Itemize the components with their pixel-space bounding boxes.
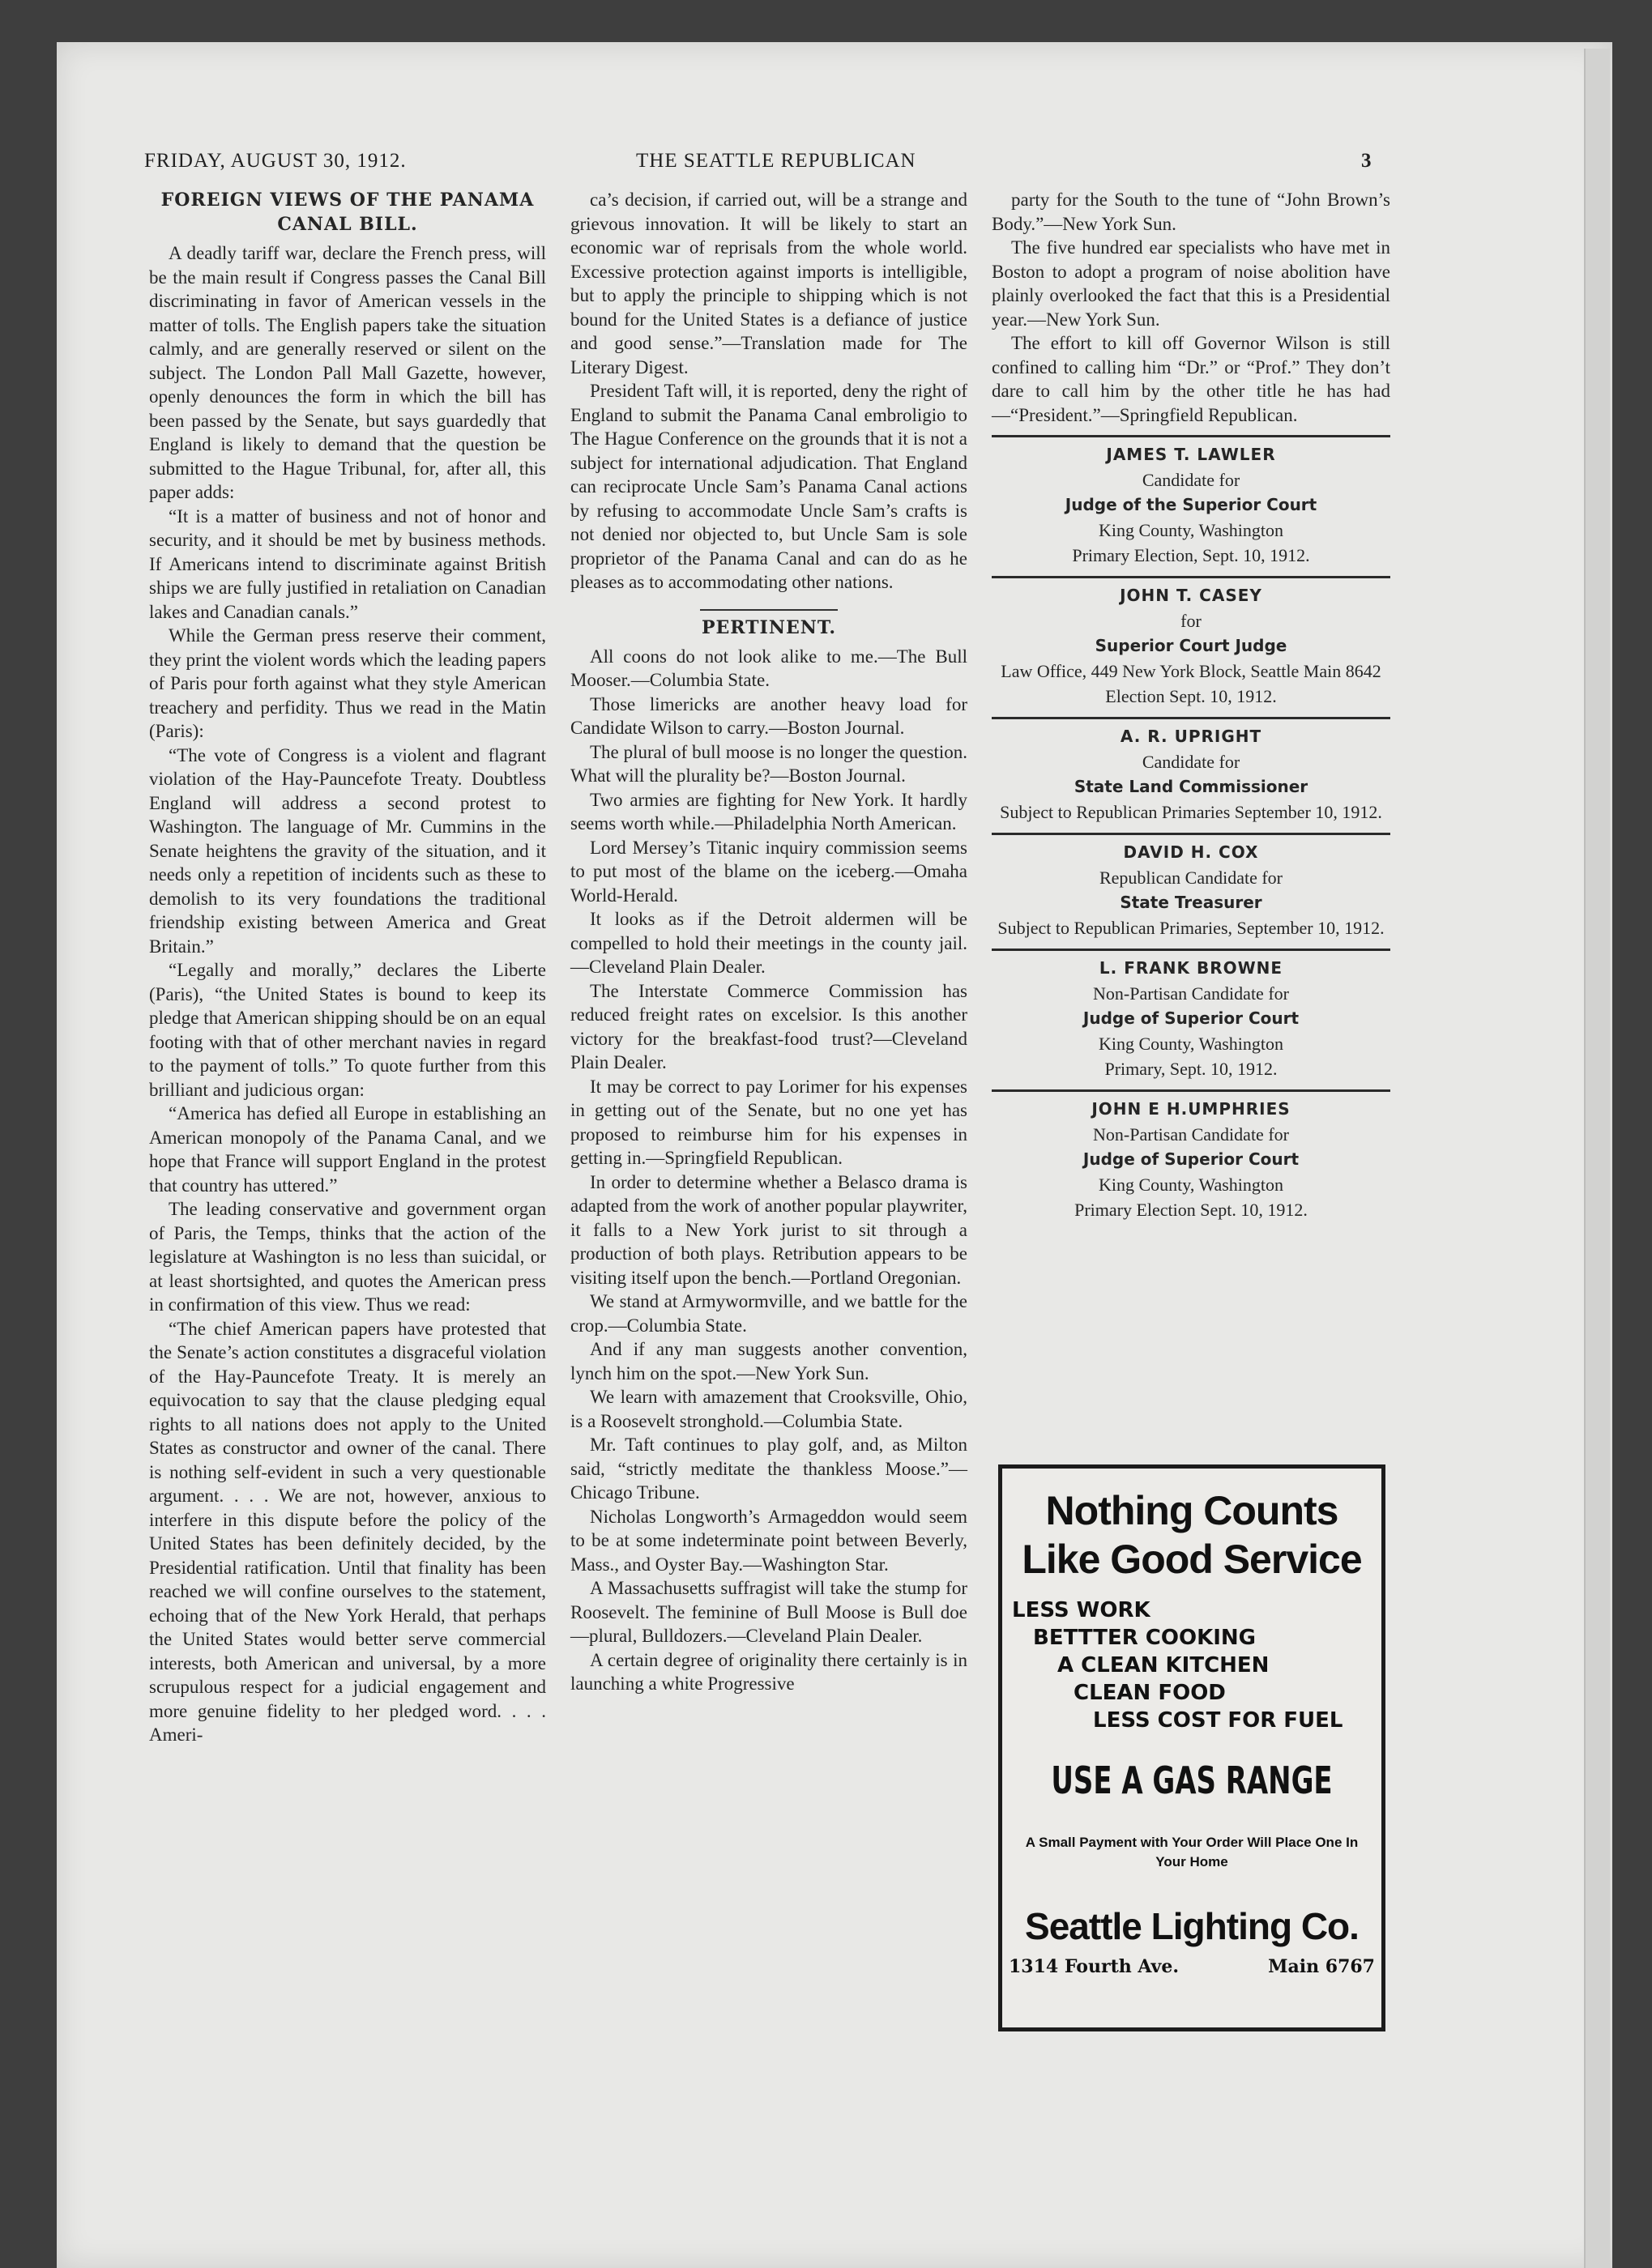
pertinent-items	[570, 645, 967, 1696]
column-2	[570, 188, 967, 1696]
article-paragraph: “The vote of Congress is a violent and flagrant violation of the Hay-Pauncefote Treaty. Doubtless England will address a second protest to Washington. The language of Mr. Cummins in the Senate heightens the gravity of the situation, and it needs only a repetition of incidents such as these to demolish to its very foundations the traditional friendship existing between America and Great Britain.”	[149, 744, 546, 957]
pertinent-item: A certain degree of originality there certainly is in launching a white Progressive	[570, 1649, 967, 1694]
card-divider	[992, 949, 1390, 951]
section-divider	[700, 609, 838, 611]
candidate-line: King County, Washington	[1098, 1174, 1283, 1195]
short-item: The effort to kill off Governor Wilson is still confined to calling him “Dr.” or “Prof.” They don’t dare to call him by the other title he has had—“President.”—Springfield Republican.	[992, 333, 1390, 425]
pertinent-title: PERTINENT.	[701, 616, 837, 638]
article-paragraph: ca’s decision, if carried out, will be a strange and grievous innovation. It will be likely to start an economic war of reprisals from the whole world. Excessive protection against imports is intelligible, but to apply the principle to shipping which is not bound for the United States is a defiance of justice and good sense.”—Translation made for The Literary Digest.	[570, 190, 967, 377]
column-1	[149, 188, 546, 1747]
pertinent-item: Two armies are fighting for New York. It hardly seems worth while.—Philadelphia North American.	[570, 789, 967, 833]
pertinent-item: And if any man suggests another convention, lynch him on the spot.—New York Sun.	[570, 1339, 967, 1383]
short-item: The five hundred ear specialists who have met in Boston to adopt a program of noise abolition have plainly overlooked the fact that this is a Presidential year.—New York Sun.	[992, 237, 1390, 330]
candidate-name: L. FRANK BROWNE	[1099, 958, 1283, 978]
card-divider	[992, 717, 1390, 719]
candidate-line: King County, Washington	[1098, 1034, 1283, 1054]
candidate-line: Law Office, 449 New York Block, Seattle Main 8642	[1001, 661, 1381, 681]
candidate-office: State Treasurer	[1120, 893, 1262, 912]
pertinent-item: Mr. Taft continues to play golf, and, as Milton said, “strictly meditate the thankless Moose.”—Chicago Tribune.	[570, 1435, 967, 1503]
card-divider	[992, 1089, 1390, 1092]
article-title: FOREIGN VIEWS OF THE PANAMA CANAL BILL.	[160, 190, 535, 235]
short-item: party for the South to the tune of “John Brown’s Body.”—New York Sun.	[992, 190, 1390, 234]
ad-footer	[1002, 1956, 1381, 1977]
candidate-name: JAMES T. LAWLER	[1106, 445, 1276, 464]
candidate-line: Election Sept. 10, 1912.	[1105, 686, 1277, 706]
candidate-card	[992, 840, 1390, 940]
pertinent-item: It looks as if the Detroit aldermen will be compelled to hold their meetings in the county jail.—Cleveland Plain Dealer.	[570, 909, 967, 977]
ad-address: 1314 Fourth Ave.	[1009, 1956, 1179, 1977]
column-3	[992, 188, 1390, 1222]
ad-item: LESS WORK	[1012, 1598, 1150, 1622]
pertinent-item: The plural of bull moose is no longer the question. What will the plurality be?—Boston Journal.	[570, 741, 967, 786]
candidate-card	[992, 583, 1390, 709]
card-divider	[992, 833, 1390, 835]
candidate-name: JOHN E H.UMPHRIES	[1091, 1099, 1291, 1119]
article-paragraph: A deadly tariff war, declare the French press, will be the main result if Congress passes the Canal Bill discriminating in favor of American vessels in the matter of tolls. The English papers take the situation calmly, and are generally reserved or silent on the subject. The London Pall Mall Gazette, however, openly denounces the form in which the bill has been passed by the Senate, but says guardedly that England is likely to demand that the question be submitted to the Hague Tribunal, for, after all, this paper adds:	[149, 243, 546, 502]
candidate-name: JOHN T. CASEY	[1120, 586, 1262, 605]
pertinent-item: We learn with amazement that Crooksville, Ohio, is a Roosevelt stronghold.—Columbia State.	[570, 1387, 967, 1431]
ad-payment-note: A Small Payment with Your Order Will Place One In Your Home	[1025, 1835, 1359, 1869]
pertinent-item: We stand at Armywormville, and we battle for the crop.—Columbia State.	[570, 1291, 967, 1336]
ad-phone: Main 6767	[1268, 1956, 1375, 1977]
ad-item: CLEAN FOOD	[1074, 1681, 1226, 1705]
article-paragraph: “It is a matter of business and not of honor and security, and it should be met by business methods. If Americans intend to discriminate against British ships we are fully justified in retaliation on Canadian lakes and Canadian canals.”	[149, 505, 546, 622]
pertinent-item: Those limericks are another heavy load for Candidate Wilson to carry.—Boston Journal.	[570, 693, 967, 738]
candidate-line: Primary Election Sept. 10, 1912.	[1074, 1200, 1308, 1220]
article-paragraph: While the German press reserve their comment, they print the violent words which the leading papers of Paris pour forth against what they style American treachery and perfidity. Thus we read in the Matin (Paris):	[149, 625, 546, 741]
candidate-line: Non-Partisan Candidate for	[1093, 983, 1289, 1004]
article-paragraph: The leading conservative and government organ of Paris, the Temps, thinks that the action of the legislature at Washington is no less than suicidal, or at least shortsighted, and quotes the American press in confirmation of this view. Thus we read:	[149, 1199, 546, 1315]
pertinent-item: A Massachusetts suffragist will take the stump for Roosevelt. The feminine of Bull Moose is Bull doe—plural, Bulldozers.—Cleveland Plain Dealer.	[570, 1578, 967, 1646]
page-edge	[1584, 49, 1610, 2268]
ad-headline-1: Nothing Counts	[1045, 1488, 1338, 1533]
article-paragraph: President Taft will, it is reported, deny the right of England to submit the Panama Canal embroligio to The Hague Conference on the grounds that it is not a subject for international adjudication. That England can reciprocate Uncle Sam’s Panama Canal actions by refusing to accommodate Uncle Sam’s crafts is not denied nor objected to, but Uncle Sam is sole proprietor of the Panama Canal and can do as he pleases as to accommodating other nations.	[570, 381, 967, 592]
ad-headline-2: Like Good Service	[1022, 1537, 1362, 1582]
article-continuation	[570, 188, 967, 595]
pertinent-item: Lord Mersey’s Titanic inquiry commission seems to put most of the blame on the iceberg.—Omaha World-Herald.	[570, 837, 967, 906]
candidate-name: DAVID H. COX	[1123, 842, 1259, 862]
header-paper-title: THE SEATTLE REPUBLICAN	[636, 150, 916, 172]
candidate-office: State Land Commissioner	[1074, 777, 1308, 796]
pertinent-item: The Interstate Commerce Commission has reduced freight rates on excelsior. Is this another victory for the breakfast-food trust?—Cleveland Plain Dealer.	[570, 980, 967, 1072]
ad-item: LESS COST FOR FUEL	[1093, 1708, 1343, 1733]
candidate-line: Candidate for	[1142, 752, 1240, 772]
ad-company-name: Seattle Lighting Co.	[1025, 1905, 1359, 1947]
candidate-office: Judge of Superior Court	[1082, 1008, 1300, 1028]
candidate-name: A. R. UPRIGHT	[1120, 727, 1262, 746]
candidate-line: Subject to Republican Primaries September 10, 1912.	[1000, 802, 1382, 822]
candidate-card	[992, 724, 1390, 825]
candidate-card	[992, 442, 1390, 568]
article-paragraph: “Legally and morally,” declares the Liberte (Paris), “the United States is bound to keep its pledge that American shipping should be on an equal footing with that of other merchant navies in regard to the payment of tolls.” To quote further from this brilliant and judicious organ:	[149, 960, 546, 1100]
pertinent-item: Nicholas Longworth’s Armageddon would seem to be at some indeterminate point between Beverly, Mass., and Oyster Bay.—Washington Star.	[570, 1506, 967, 1575]
candidate-cards	[992, 435, 1390, 1222]
ad-item: A CLEAN KITCHEN	[1057, 1653, 1270, 1678]
header-page-number: 3	[1361, 150, 1372, 172]
ad-benefit-list	[1002, 1597, 1381, 1734]
pertinent-item: All coons do not look alike to me.—The Bull Mooser.—Columbia State.	[570, 646, 967, 690]
header-date: FRIDAY, AUGUST 30, 1912.	[144, 150, 407, 172]
candidate-card	[992, 1097, 1390, 1222]
ad-item: BETTTER COOKING	[1033, 1626, 1257, 1650]
candidate-office: Judge of Superior Court	[1082, 1149, 1300, 1169]
candidate-line: King County, Washington	[1098, 520, 1283, 540]
pertinent-item: It may be correct to pay Lorimer for his expenses in getting out of the Senate, but no one yet has proposed to reimburse him for his expenses in getting in.—Springfield Republican.	[570, 1076, 967, 1168]
short-items	[992, 188, 1390, 427]
candidate-line: Non-Partisan Candidate for	[1093, 1124, 1289, 1145]
gas-range-advertisement	[998, 1464, 1385, 2031]
candidate-line: Subject to Republican Primaries, September 10, 1912.	[997, 918, 1385, 938]
ad-gas-range: USE A GAS RANGE	[1051, 1759, 1333, 1802]
card-divider	[992, 435, 1390, 437]
article-paragraph: “The chief American papers have protested that the Senate’s action constitutes a disgraceful violation of the Hay-Pauncefote Treaty. It is merely an equivocation to say that the clause pledging equal rights to all nations does not apply to the United States as constructor and owner of the canal. There is nothing self-evident in such a very questionable argument. . . . We are not, however, anxious to interfere in this dispute before the policy of the United States has been definitely decided, by the Presidential ratification. Until that finality has been reached we will confine ourselves to the statement, echoing that of the New York Herald, that perhaps the United States would better serve commercial interests, both American and universal, by a more scrupulous respect for a judicial engagement and more genuine fidelity to her pledged word. . . . Ameri-	[149, 1318, 546, 1745]
candidate-office: Superior Court Judge	[1095, 636, 1287, 655]
pertinent-item: In order to determine whether a Belasco drama is adapted from the work of another popular playwriter, it falls to a New York jurist to sit through a production of both plays. Retribution appears to be visiting itself upon the bench.—Portland Oregonian.	[570, 1171, 967, 1288]
candidate-line: Republican Candidate for	[1099, 868, 1283, 888]
card-divider	[992, 576, 1390, 578]
candidate-card	[992, 956, 1390, 1081]
article-paragraph: “America has defied all Europe in establishing an American monopoly of the Panama Canal, and we hope that France will support England in the protest that country has uttered.”	[149, 1103, 546, 1196]
candidate-line: Primary, Sept. 10, 1912.	[1104, 1059, 1278, 1079]
candidate-line: for	[1180, 611, 1202, 631]
candidate-office: Judge of the Superior Court	[1065, 495, 1317, 514]
candidate-line: Primary Election, Sept. 10, 1912.	[1072, 545, 1310, 565]
candidate-line: Candidate for	[1142, 470, 1240, 490]
